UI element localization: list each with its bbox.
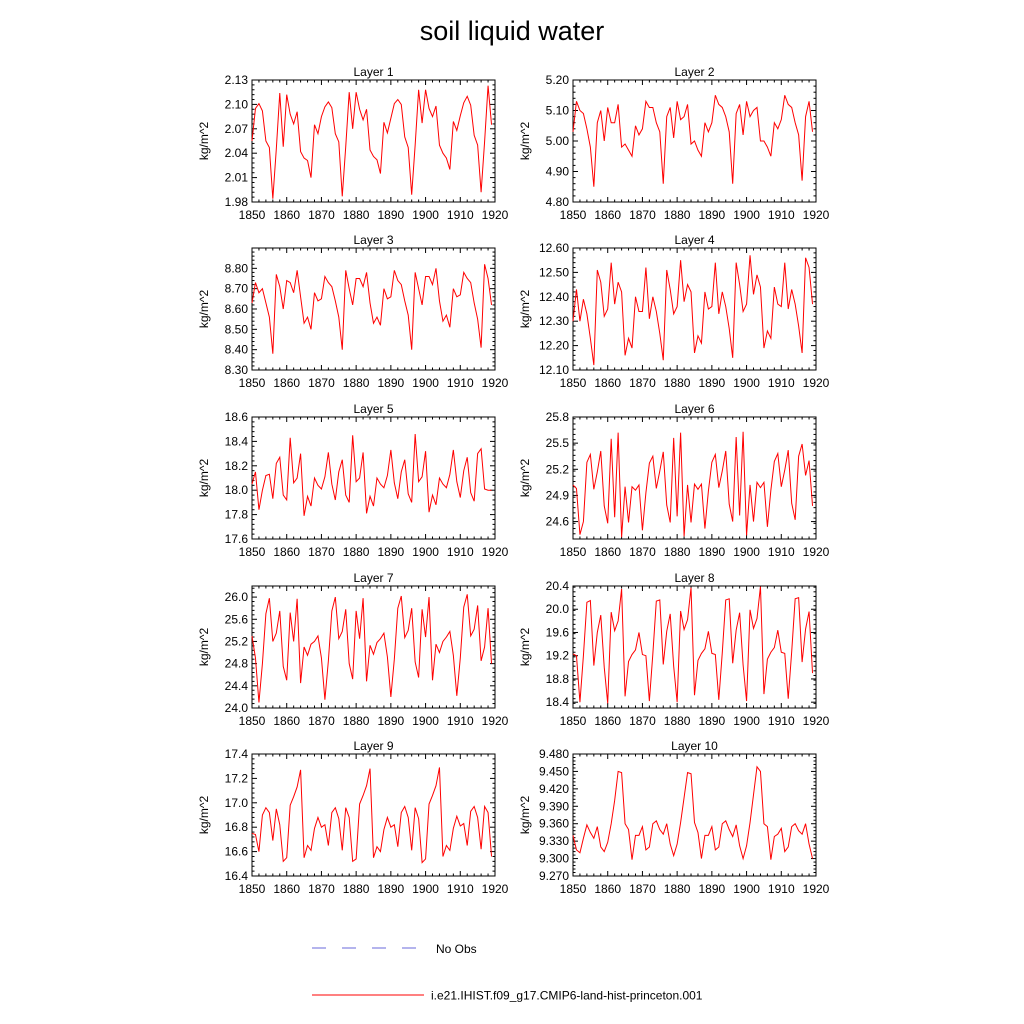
x-tick-label: 1900 — [412, 545, 439, 559]
x-tick-label: 1860 — [594, 376, 622, 390]
y-tick-label: 24.0 — [224, 701, 248, 715]
y-tick-label: 18.6 — [224, 410, 248, 424]
x-tick-label: 1870 — [308, 545, 335, 559]
x-tick-label: 1860 — [594, 208, 622, 222]
x-tick-label: 1850 — [559, 545, 587, 559]
y-tick-label: 5.10 — [545, 103, 569, 118]
y-tick-label: 18.0 — [224, 483, 248, 498]
y-tick-label: 2.01 — [224, 170, 248, 185]
y-tick-label: 9.390 — [538, 799, 569, 814]
y-tick-label: 16.4 — [224, 869, 248, 883]
x-tick-label: 1870 — [629, 882, 656, 896]
figure-title: soil liquid water — [419, 16, 605, 46]
y-tick-label: 2.04 — [224, 146, 248, 161]
legend-model-label: i.e21.IHIST.f09_g17.CMIP6-land-hist-princeton.001 — [431, 988, 703, 1003]
y-tick-label: 8.30 — [224, 363, 248, 377]
x-tick-label: 1910 — [767, 714, 795, 728]
y-tick-label: 16.8 — [224, 820, 248, 835]
y-tick-label: 17.0 — [224, 795, 248, 810]
x-tick-label: 1860 — [594, 882, 622, 896]
y-tick-label: 18.2 — [224, 458, 248, 473]
x-tick-label: 1870 — [308, 882, 335, 896]
x-tick-label: 1920 — [802, 545, 830, 559]
y-axis-label: kg/m^2 — [197, 121, 211, 161]
y-tick-label: 5.00 — [545, 134, 569, 148]
y-tick-label: 9.270 — [538, 869, 569, 883]
y-tick-label: 12.60 — [538, 241, 569, 255]
y-tick-label: 8.60 — [224, 302, 248, 316]
x-tick-label: 1860 — [594, 714, 622, 728]
y-tick-label: 19.2 — [545, 648, 569, 663]
y-tick-label: 8.50 — [224, 322, 248, 337]
x-tick-label: 1870 — [629, 545, 656, 559]
x-tick-label: 1880 — [663, 714, 691, 728]
y-tick-label: 25.5 — [545, 436, 569, 451]
y-tick-label: 12.10 — [538, 363, 569, 377]
x-tick-label: 1860 — [273, 545, 301, 559]
panel-title: Layer 4 — [674, 233, 715, 247]
y-tick-label: 26.0 — [224, 590, 248, 605]
x-tick-label: 1920 — [481, 208, 509, 222]
x-tick-label: 1860 — [273, 714, 301, 728]
y-tick-label: 4.80 — [545, 195, 569, 209]
y-tick-label: 25.2 — [224, 634, 248, 649]
y-axis-label: kg/m^2 — [197, 458, 211, 498]
y-axis-label: kg/m^2 — [518, 289, 532, 329]
y-tick-label: 25.6 — [224, 612, 248, 627]
y-tick-label: 2.10 — [224, 97, 248, 112]
x-tick-label: 1880 — [342, 376, 370, 390]
y-tick-label: 12.40 — [538, 289, 569, 304]
y-axis-label: kg/m^2 — [518, 458, 532, 498]
x-tick-label: 1850 — [559, 714, 587, 728]
y-tick-label: 5.20 — [545, 73, 569, 87]
y-tick-label: 19.6 — [545, 625, 569, 640]
x-tick-label: 1920 — [481, 545, 509, 559]
y-tick-label: 9.420 — [538, 781, 569, 796]
x-tick-label: 1900 — [733, 376, 760, 390]
x-tick-label: 1900 — [733, 208, 760, 222]
x-tick-label: 1870 — [629, 208, 656, 222]
x-tick-label: 1850 — [238, 882, 266, 896]
x-tick-label: 1880 — [663, 545, 691, 559]
y-axis-label: kg/m^2 — [518, 627, 532, 667]
x-tick-label: 1900 — [733, 882, 760, 896]
y-tick-label: 8.70 — [224, 281, 248, 296]
x-tick-label: 1850 — [238, 714, 266, 728]
x-tick-label: 1890 — [377, 545, 405, 559]
x-tick-label: 1920 — [481, 376, 509, 390]
x-tick-label: 1920 — [802, 376, 830, 390]
y-axis-label: kg/m^2 — [518, 121, 532, 161]
y-tick-label: 25.2 — [545, 462, 569, 477]
panel-title: Layer 6 — [674, 402, 715, 416]
panel-title: Layer 3 — [353, 233, 394, 247]
x-tick-label: 1910 — [446, 545, 474, 559]
y-tick-label: 8.80 — [224, 261, 248, 276]
y-tick-label: 20.4 — [545, 579, 569, 593]
x-tick-label: 1900 — [412, 882, 439, 896]
panel-title: Layer 10 — [671, 739, 718, 753]
y-tick-label: 9.480 — [538, 747, 569, 761]
x-tick-label: 1920 — [802, 208, 830, 222]
y-tick-label: 12.50 — [538, 265, 569, 280]
y-tick-label: 24.9 — [545, 488, 569, 503]
panel-title: Layer 7 — [353, 571, 394, 585]
x-tick-label: 1920 — [481, 882, 509, 896]
y-tick-label: 12.20 — [538, 338, 569, 353]
y-tick-label: 9.330 — [538, 834, 569, 849]
x-tick-label: 1890 — [698, 376, 726, 390]
y-axis-label: kg/m^2 — [197, 627, 211, 667]
y-tick-label: 2.13 — [224, 73, 248, 87]
x-tick-label: 1910 — [446, 714, 474, 728]
y-tick-label: 24.8 — [224, 656, 248, 671]
x-tick-label: 1870 — [308, 714, 335, 728]
y-axis-label: kg/m^2 — [197, 795, 211, 835]
x-tick-label: 1860 — [594, 545, 622, 559]
x-tick-label: 1880 — [342, 714, 370, 728]
legend-no-obs-label: No Obs — [436, 942, 477, 956]
x-tick-label: 1870 — [308, 376, 335, 390]
panel-title: Layer 5 — [353, 402, 394, 416]
x-tick-label: 1850 — [559, 882, 587, 896]
y-tick-label: 24.6 — [545, 514, 569, 529]
panel-title: Layer 2 — [674, 65, 715, 79]
x-tick-label: 1900 — [733, 545, 760, 559]
y-tick-label: 2.07 — [224, 121, 248, 136]
x-tick-label: 1850 — [559, 376, 587, 390]
x-tick-label: 1890 — [377, 714, 405, 728]
y-tick-label: 24.4 — [224, 678, 248, 693]
x-tick-label: 1910 — [446, 376, 474, 390]
y-tick-label: 16.6 — [224, 844, 248, 859]
y-tick-label: 17.6 — [224, 532, 248, 546]
x-tick-label: 1850 — [238, 208, 266, 222]
x-tick-label: 1880 — [663, 208, 691, 222]
x-tick-label: 1860 — [273, 882, 301, 896]
y-tick-label: 25.8 — [545, 410, 569, 424]
y-tick-label: 4.90 — [545, 164, 569, 179]
panel-title: Layer 9 — [353, 739, 394, 753]
y-tick-label: 18.4 — [545, 695, 569, 710]
x-tick-label: 1890 — [377, 208, 405, 222]
y-tick-label: 18.4 — [224, 434, 248, 449]
x-tick-label: 1890 — [698, 714, 726, 728]
x-tick-label: 1870 — [629, 376, 656, 390]
y-axis-label: kg/m^2 — [518, 795, 532, 835]
x-tick-label: 1860 — [273, 208, 301, 222]
y-tick-label: 1.98 — [224, 195, 248, 209]
x-tick-label: 1900 — [412, 208, 439, 222]
x-tick-label: 1850 — [238, 376, 266, 390]
x-tick-label: 1920 — [802, 714, 830, 728]
y-tick-label: 17.2 — [224, 771, 248, 786]
x-tick-label: 1880 — [663, 376, 691, 390]
x-tick-label: 1880 — [663, 882, 691, 896]
x-tick-label: 1900 — [412, 376, 439, 390]
x-tick-label: 1910 — [767, 376, 795, 390]
x-tick-label: 1860 — [273, 376, 301, 390]
x-tick-label: 1910 — [767, 208, 795, 222]
y-tick-label: 12.30 — [538, 314, 569, 329]
x-tick-label: 1880 — [342, 545, 370, 559]
y-tick-label: 9.360 — [538, 816, 569, 831]
y-tick-label: 17.4 — [224, 747, 248, 761]
x-tick-label: 1850 — [559, 208, 587, 222]
x-tick-label: 1910 — [767, 545, 795, 559]
x-tick-label: 1900 — [412, 714, 439, 728]
x-tick-label: 1910 — [767, 882, 795, 896]
y-tick-label: 18.8 — [545, 671, 569, 686]
x-tick-label: 1870 — [308, 208, 335, 222]
x-tick-label: 1900 — [733, 714, 760, 728]
y-tick-label: 20.0 — [545, 602, 569, 617]
x-tick-label: 1870 — [629, 714, 656, 728]
x-tick-label: 1850 — [238, 545, 266, 559]
x-tick-label: 1890 — [377, 376, 405, 390]
panel-title: Layer 1 — [353, 65, 394, 79]
x-tick-label: 1880 — [342, 208, 370, 222]
x-tick-label: 1920 — [481, 714, 509, 728]
x-tick-label: 1890 — [377, 882, 405, 896]
x-tick-label: 1890 — [698, 545, 726, 559]
x-tick-label: 1920 — [802, 882, 830, 896]
x-tick-label: 1880 — [342, 882, 370, 896]
y-tick-label: 9.450 — [538, 764, 569, 779]
y-tick-label: 17.8 — [224, 507, 248, 522]
y-tick-label: 8.40 — [224, 342, 248, 357]
y-tick-label: 9.300 — [538, 851, 569, 866]
x-tick-label: 1910 — [446, 208, 474, 222]
panel-title: Layer 8 — [674, 571, 715, 585]
y-axis-label: kg/m^2 — [197, 289, 211, 329]
x-tick-label: 1890 — [698, 208, 726, 222]
x-tick-label: 1890 — [698, 882, 726, 896]
x-tick-label: 1910 — [446, 882, 474, 896]
